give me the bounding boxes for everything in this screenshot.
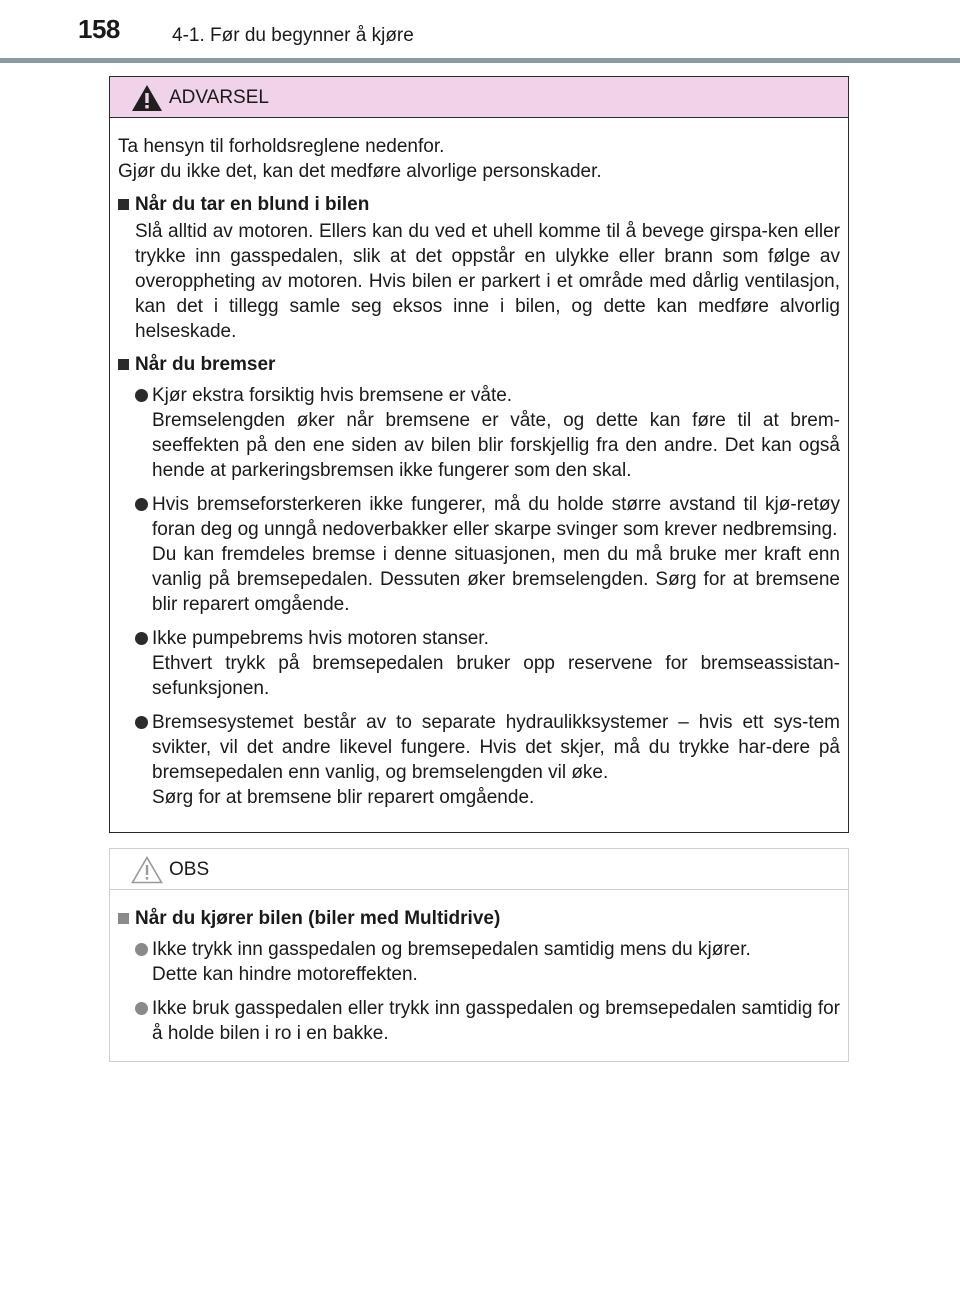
warning-triangle-icon xyxy=(130,83,164,113)
warning-intro xyxy=(118,134,840,184)
bullet-line: Kjør ekstra forsiktig hvis bremsene er våte. xyxy=(152,385,513,406)
round-bullet-icon xyxy=(135,632,148,645)
warning-section-nap xyxy=(118,192,840,344)
round-bullet-icon xyxy=(135,498,148,511)
bullet-line: Ikke pumpebrems hvis motoren stanser. xyxy=(152,628,489,649)
bullet-line: Bremsesystemet består av to separate hydraulikksystemer – hvis ett sys-tem svikter, vil det andre likevel fungere. Hvis det skjer, må du trykke har-dere på bremsepedalen enn vanlig, og bremselengden vil øke. xyxy=(152,712,840,783)
section-heading xyxy=(118,352,840,377)
square-bullet-icon xyxy=(118,359,129,370)
caution-triangle-icon xyxy=(130,855,164,885)
warning-label: ADVARSEL xyxy=(169,87,269,108)
square-bullet-icon xyxy=(118,199,129,210)
caution-body xyxy=(110,890,848,1046)
warning-body xyxy=(110,118,848,810)
header-rule xyxy=(0,58,960,63)
section-title: 4-1. Før du begynner å kjøre xyxy=(172,25,414,46)
page-number: 158 xyxy=(78,14,120,44)
section-heading-text: Når du bremser xyxy=(135,354,276,375)
caution-section-multidrive xyxy=(118,906,840,1046)
list-item xyxy=(135,996,840,1046)
section-heading xyxy=(118,192,840,217)
square-bullet-icon xyxy=(118,913,129,924)
list-item xyxy=(135,492,840,617)
list-item xyxy=(135,626,840,701)
warning-section-braking xyxy=(118,352,840,810)
bullet-line: Du kan fremdeles bremse i denne situasjonen, men du må bruke mer kraft enn vanlig på bremsepedalen. Dessuten øker bremselengden. Sørg for at bremsene blir reparert omgående. xyxy=(152,544,840,615)
section-heading xyxy=(118,906,840,931)
section-heading-text: Når du tar en blund i bilen xyxy=(135,194,370,215)
section-heading-text: Når du kjører bilen (biler med Multidrive) xyxy=(135,908,501,929)
caution-box xyxy=(109,848,849,1062)
bullet-line: Ethvert trykk på bremsepedalen bruker opp reservene for bremseassistan-sefunksjonen. xyxy=(152,653,840,699)
warning-header xyxy=(110,77,848,118)
bullet-line: Ikke trykk inn gasspedalen og bremsepedalen samtidig mens du kjører. xyxy=(152,939,751,960)
warning-box xyxy=(109,76,849,833)
bullet-line: Hvis bremseforsterkeren ikke fungerer, må du holde større avstand til kjø-retøy foran deg og unngå nedoverbakker eller skarpe svinger som krever nedbremsing. xyxy=(152,494,840,540)
round-bullet-icon xyxy=(135,389,148,402)
bullet-line: Ikke bruk gasspedalen eller trykk inn gasspedalen og bremsepedalen samtidig for å holde bilen i ro i en bakke. xyxy=(152,998,840,1044)
caution-label: OBS xyxy=(169,859,210,880)
bullet-line: Sørg for at bremsene blir reparert omgående. xyxy=(152,787,535,808)
list-item xyxy=(135,710,840,810)
bullet-line: Bremselengden øker når bremsene er våte, og dette kan føre til at brem-seeffekten på den ene siden av bilen blir forskjellig fra den andre. Det kan også hende at parkeringsbremsen ikke fungerer som den skal. xyxy=(152,410,840,481)
round-bullet-icon xyxy=(135,1002,148,1015)
intro-line: Gjør du ikke det, kan det medføre alvorlige personskader. xyxy=(118,161,602,182)
round-bullet-icon xyxy=(135,943,148,956)
caution-header xyxy=(110,849,848,890)
bullet-line: Dette kan hindre motoreffekten. xyxy=(152,964,418,985)
section-text: Slå alltid av motoren. Ellers kan du ved et uhell komme til å bevege girspa-ken eller trykke inn gasspedalen, slik at det oppstår en ulykke eller brann som følge av overoppheting av motoren. Hvis bilen er parkert i et område med dårlig ventilasjon, kan det i tillegg samle seg eksos inne i bilen, og dette kan medføre alvorlig helseskade. xyxy=(135,221,840,342)
list-item xyxy=(135,937,840,987)
intro-line: Ta hensyn til forholdsreglene nedenfor. xyxy=(118,136,445,157)
list-item xyxy=(135,383,840,483)
round-bullet-icon xyxy=(135,716,148,729)
